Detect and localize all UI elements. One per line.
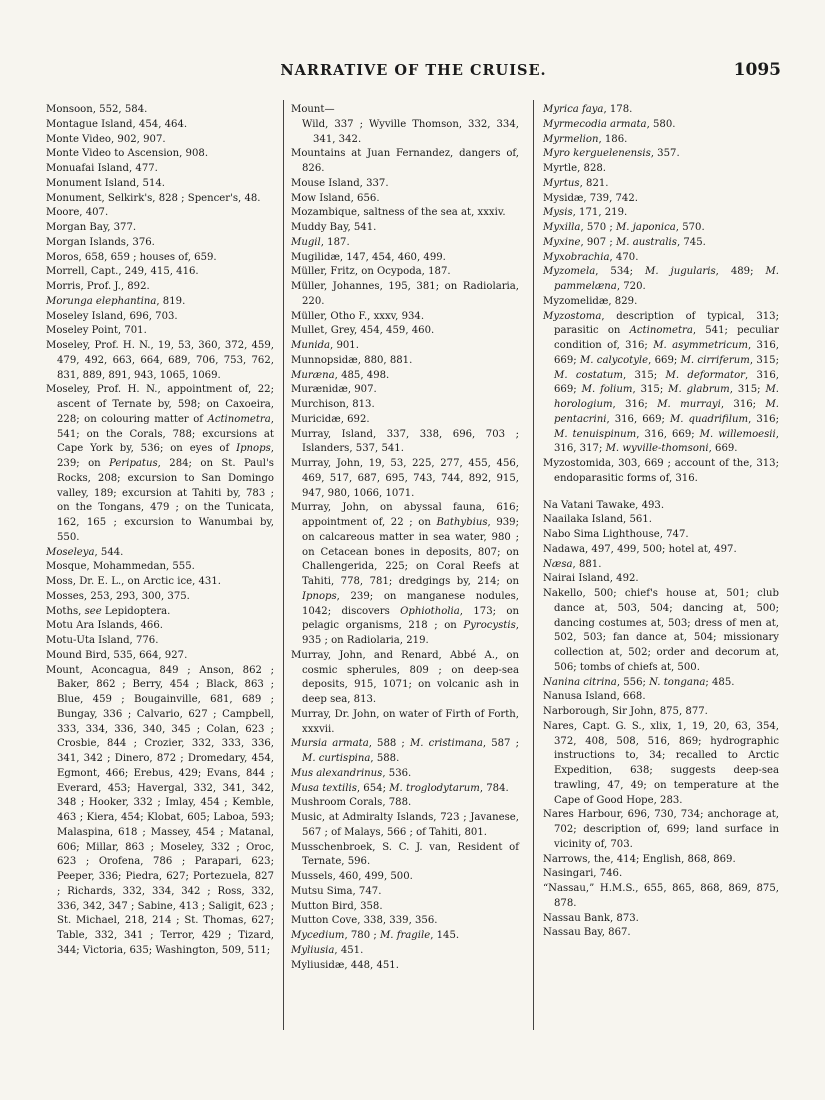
entry-text: Musschenbroek, S. C. J. van, Resident of Ternate, 596. <box>291 841 519 868</box>
entry-text: M. deformator <box>665 369 745 381</box>
entry-text: Moore, 407. <box>46 207 109 219</box>
entry-text: Myxine <box>543 236 581 248</box>
index-entry <box>46 575 274 590</box>
index-entry <box>543 558 779 573</box>
entry-text: M. tenuispinum <box>554 428 637 440</box>
entry-text: Müller, Otho F., xxxv, 934. <box>291 310 425 322</box>
entry-text: Nanusa Island, 668. <box>543 691 646 703</box>
entry-text: , 316, 669; <box>554 369 779 396</box>
entry-text: Montague Island, 454, 464. <box>46 118 188 130</box>
entry-text: , 451. <box>334 944 364 956</box>
entry-text: Müller, Fritz, on Ocypoda, 187. <box>291 266 451 278</box>
entry-text: , 541; on the Corals, 788; excursions at Cape York by, 536; on eyes of <box>57 413 274 455</box>
index-entry <box>291 900 519 915</box>
index-entry <box>291 929 519 944</box>
entry-text: , 556; <box>616 676 650 688</box>
index-entry <box>46 619 274 634</box>
entry-text: Mutton Bird, 358. <box>291 900 383 912</box>
index-entry <box>291 310 519 325</box>
entry-text: Murray, Island, 337, 338, 696, 703 ; Islanders, 537, 541. <box>291 428 519 455</box>
entry-text: Monte Video, 902, 907. <box>46 133 166 145</box>
index-entry <box>291 708 519 738</box>
index-entry <box>543 295 779 310</box>
entry-text: , 669. <box>708 443 738 455</box>
entry-text: Mow Island, 656. <box>291 192 380 204</box>
index-entry <box>543 853 779 868</box>
index-entry <box>543 103 779 118</box>
entry-text: Muræna <box>291 369 335 381</box>
index-entry <box>46 560 274 575</box>
entry-text: , 186. <box>598 133 628 145</box>
index-entry <box>543 118 779 133</box>
entry-text: Myxilla <box>543 222 581 233</box>
entry-text: M. troglodytarum <box>389 782 480 794</box>
index-entry <box>46 634 274 649</box>
entry-text: Monte Video to Ascension, 908. <box>46 148 209 160</box>
entry-text: Moths, <box>46 605 85 617</box>
entry-text: Narrows, the, 414; English, 868, 869. <box>543 853 736 865</box>
entry-text: , 178. <box>603 104 633 115</box>
index-column-3 <box>543 103 779 941</box>
index-entry <box>543 162 779 177</box>
index-entry <box>543 499 779 514</box>
index-entry <box>291 354 519 369</box>
index-entry <box>46 221 274 236</box>
entry-text: , 580. <box>646 118 676 130</box>
entry-text: Moss, Dr. E. L., on Arctic ice, 431. <box>46 576 221 587</box>
index-entry <box>543 251 779 266</box>
index-entry <box>291 428 519 458</box>
index-entry <box>291 398 519 413</box>
column-divider <box>533 100 534 1030</box>
entry-text: Monuafai Island, 477. <box>46 163 158 174</box>
index-entry <box>46 147 274 162</box>
entry-text: Nares Harbour, 696, 730, 734; anchorage at, 702; description of, 699; land surface in vicinity of, 703. <box>543 809 779 850</box>
entry-text: M. calycotyle <box>579 354 649 366</box>
entry-text: , 316, 669; <box>554 340 779 366</box>
entry-text: Na Vatani Tawake, 493. <box>543 499 665 511</box>
entry-text: Actinometra <box>207 413 271 425</box>
index-entry <box>46 649 274 664</box>
entry-text: M. pentacrini <box>554 399 780 425</box>
entry-text: Mount, Aconcagua, 849 ; Anson, 862 ; Baker, 862 ; Berry, 454 ; Black, 863 ; Blue, 459 ; Bougainville, 681, 689 ; Bungay, 336 ; Calvario, 627 ; Campbell, 333, 334, 336, 340, 345 ; Colan, 623 ; Crosbie, 844 ; Crozier, 332, 333, 336, 341, 342 ; Dinero, 872 ; Dromedary, 454, Egmont, 466; Erebus, 429; Evans, 844 ; Everard, 453; Havergal, 332, 341, 342, 348 ; Hooker, 332 ; Imlay, 454 ; Kemble, 463 ; Kiera, 454; Klobat, 605; Laboa, 593; Malaspina, 618 ; Massey, 454 ; Matanal, 606; Millar, 863 ; Moseley, 332 ; Oroc, 623 ; Orofena, 786 ; Parapari, 623; Peeper, 336; Piedra, 627; Portezuela, 827 ; Richards, 332, 334, 342 ; Ross, 332, 336, 342, 347 ; Sabine, 413 ; Saligit, 623 ; St. Michael, 218, 214 ; St. Thomas, 627; Table, 332, 341 ; Terror, 429 ; Tizard, 344; Victoria, 635; Washington, 509, 511; <box>46 664 274 956</box>
entry-text: M. horologium <box>554 384 779 410</box>
entry-text: Muddy Bay, 541. <box>291 222 377 233</box>
index-entry <box>543 177 779 192</box>
index-entry <box>46 133 274 148</box>
page-number: 1095 <box>733 60 781 80</box>
index-entry <box>543 690 779 705</box>
index-entry <box>291 265 519 280</box>
entry-text: Myro kerguelenensis <box>543 148 651 160</box>
entry-text: , 315; <box>749 354 779 366</box>
entry-text: Nairai Island, 492. <box>543 573 639 585</box>
entry-text: M. costatum <box>554 369 623 381</box>
entry-text: , description of typical, 313; parasitic on <box>554 310 779 337</box>
entry-text: , 588. <box>370 753 400 764</box>
entry-text: Mushroom Corals, 788. <box>291 797 412 809</box>
index-entry <box>291 177 519 192</box>
entry-text: Myzomelidæ, 829. <box>543 295 638 307</box>
entry-text: Mosque, Mohammedan, 555. <box>46 561 195 573</box>
entry-text: Myzostomida, 303, 669 ; account of the, 313; endoparasitic forms of, 316. <box>543 458 779 484</box>
entry-text: Myxobrachia <box>543 251 610 263</box>
entry-text: Mysis <box>543 207 573 219</box>
entry-text: Myrtus <box>543 177 580 189</box>
index-entry <box>291 811 519 841</box>
index-entry <box>291 103 519 118</box>
index-entry <box>46 339 274 383</box>
entry-text: , 544. <box>94 546 124 558</box>
index-entry <box>543 192 779 207</box>
entry-text: , 720. <box>616 281 646 292</box>
entry-text: Moseley, Prof. H. N., appointment of, 22; ascent of Ternate by, 598; on Caxoeira, 228; on colouring matter of <box>46 384 274 425</box>
entry-text: Myrmecodia armata <box>543 118 647 130</box>
entry-text: Musa textilis <box>291 782 357 794</box>
entry-text: Myliusia <box>291 944 335 956</box>
entry-text: , 315; <box>632 384 669 396</box>
entry-text: , 316; <box>748 413 779 425</box>
entry-text: Morgan Islands, 376. <box>46 236 155 248</box>
page-title: NARRATIVE OF THE CRUISE. <box>280 62 547 79</box>
entry-text: Moros, 658, 659 ; houses of, 659. <box>46 251 217 263</box>
entry-text: Naailaka Island, 561. <box>543 514 652 526</box>
entry-text: Myliusidæ, 448, 451. <box>291 959 399 971</box>
entry-text: M. pammelæna <box>554 266 779 292</box>
entry-text: , 541; peculiar condition of, 316; <box>554 325 779 351</box>
entry-text: Mullet, Grey, 454, 459, 460. <box>291 325 435 337</box>
entry-text: , 171, 219. <box>572 207 628 219</box>
index-entry <box>543 133 779 148</box>
entry-text: , 316, 669; <box>606 413 670 425</box>
entry-text: Mutsu Sima, 747. <box>291 885 382 897</box>
entry-text: Monument Island, 514. <box>46 177 165 189</box>
entry-text: Murray, John, on abyssal fauna, 616; appointment of, 22 ; on <box>291 502 519 528</box>
entry-text: Murray, John, and Renard, Abbé A., on cosmic spherules, 809 ; on deep-sea deposits, 915, 1071; on volcanic ash in deep sea, 813. <box>291 649 519 705</box>
index-entry <box>46 103 274 118</box>
index-entry <box>291 796 519 811</box>
entry-text: M. japonica <box>615 222 676 233</box>
index-entry <box>543 221 779 236</box>
index-entry <box>543 206 779 221</box>
entry-text: Mozambique, saltness of the sea at, xxxiv. <box>291 207 506 219</box>
index-entry <box>291 959 519 974</box>
entry-text: , 784. <box>479 782 509 794</box>
index-entry <box>543 236 779 251</box>
entry-text: Mysidæ, 739, 742. <box>543 192 638 204</box>
entry-text: Muricidæ, 692. <box>291 413 370 425</box>
entry-text: Motu Ara Islands, 466. <box>46 620 163 632</box>
entry-text: Lepidoptera. <box>101 605 171 617</box>
entry-text: , 570. <box>675 222 705 233</box>
index-entry <box>46 118 274 133</box>
entry-text: , 881. <box>572 558 602 570</box>
index-entry <box>543 147 779 162</box>
entry-text: Morrell, Capt., 249, 415, 416. <box>46 266 199 278</box>
entry-text: , 588 ; <box>368 738 410 750</box>
entry-text: , 187. <box>320 236 350 248</box>
entry-text: Munnopsidæ, 880, 881. <box>291 354 413 366</box>
entry-text: Murchison, 813. <box>291 399 375 410</box>
entry-text: , 536. <box>382 767 412 779</box>
index-entry <box>543 720 779 809</box>
column-divider <box>283 100 284 1030</box>
entry-text: , 745. <box>676 236 706 248</box>
entry-text: , 669; <box>648 354 681 366</box>
entry-text: Myrica faya <box>543 104 604 115</box>
index-entry <box>543 912 779 927</box>
index-entry <box>291 885 519 900</box>
index-entry <box>543 926 779 941</box>
index-entry <box>46 590 274 605</box>
index-entry <box>291 457 519 501</box>
index-entry <box>543 528 779 543</box>
index-entry <box>46 206 274 221</box>
entry-text: , 316, 317; <box>554 428 779 455</box>
entry-text: , 534; <box>595 266 646 278</box>
entry-text: Nasingari, 746. <box>543 868 623 880</box>
index-entry <box>291 251 519 266</box>
entry-text: , 654; <box>356 782 390 794</box>
index-entry <box>543 513 779 528</box>
entry-text: Mouse Island, 337. <box>291 177 389 189</box>
index-entry <box>291 118 519 148</box>
entry-text: ; 485. <box>705 676 735 688</box>
running-header <box>46 60 781 86</box>
entry-text: , 485, 498. <box>334 369 390 381</box>
index-entry <box>46 265 274 280</box>
entry-text: Mosses, 253, 293, 300, 375. <box>46 590 190 602</box>
entry-text: Morris, Prof. J., 892. <box>46 281 150 292</box>
entry-text: M. cirriferum <box>680 354 750 366</box>
index-entry <box>46 310 274 325</box>
entry-text: Morgan Bay, 377. <box>46 222 137 233</box>
entry-text: Myzostoma <box>543 310 602 322</box>
entry-text: Mus alexandrinus <box>291 767 383 779</box>
entry-text: , 316; <box>612 399 658 410</box>
index-entry <box>291 236 519 251</box>
index-entry <box>543 265 779 295</box>
index-entry <box>46 546 274 561</box>
index-entry <box>543 808 779 852</box>
entry-text: , 316; <box>720 399 766 410</box>
index-entry <box>46 251 274 266</box>
entry-text: Narborough, Sir John, 875, 877. <box>543 706 708 717</box>
index-entry <box>291 767 519 782</box>
entry-text: M. folium <box>581 384 633 396</box>
entry-text: Mycedium <box>291 930 345 941</box>
index-entry <box>291 870 519 885</box>
entry-text: Music, at Admiralty Islands, 723 ; Javanese, 567 ; of Malays, 566 ; of Tahiti, 801. <box>291 812 519 838</box>
entry-text: M. glabrum <box>668 384 730 396</box>
entry-text: , 901. <box>330 340 359 351</box>
entry-text: Actinometra <box>629 325 693 337</box>
entry-text: , 489; <box>715 266 766 278</box>
entry-text: , 239; on manganese nodules, 1042; discovers <box>302 590 519 617</box>
index-entry <box>291 339 519 354</box>
entry-text: Müller, Johannes, 195, 381; on Radiolaria, 220. <box>291 281 519 307</box>
entry-text: M. asymmetricum <box>653 340 748 351</box>
entry-text: Mursia armata <box>291 738 369 750</box>
entry-text: M. murrayi <box>657 399 721 410</box>
entry-text: , 570 ; <box>580 222 616 233</box>
index-entry <box>291 383 519 398</box>
index-entry <box>291 206 519 221</box>
index-entry <box>543 457 779 487</box>
index-entry <box>291 501 519 649</box>
entry-text: Ophiotholia <box>400 605 460 617</box>
index-entry <box>543 676 779 691</box>
entry-text: Peripatus <box>109 458 158 469</box>
entry-text: Ipnops <box>302 590 337 602</box>
entry-text: , 939; on calcareous matter in sea water, 980 ; on Cetacean bones in deposits, 807; on Challengerida, 225; on Coral Reefs at Tahiti, 778, 781; dredgings by, 214; on <box>302 517 519 587</box>
entry-text: , 821. <box>579 177 609 189</box>
entry-text: Munida <box>291 340 331 351</box>
index-entry <box>543 587 779 676</box>
entry-text: M. cristimana <box>409 738 483 750</box>
entry-text: M. jugularis <box>645 266 716 278</box>
entry-text: Murray, John, 19, 53, 225, 277, 455, 456, 469, 517, 687, 695, 743, 744, 892, 915, 947, 980, 1066, 1071. <box>291 458 519 499</box>
entry-text: , 819. <box>156 295 186 307</box>
entry-text: Moseley Island, 696, 703. <box>46 310 178 322</box>
entry-text: , 470. <box>609 251 639 263</box>
entry-text: Monument, Selkirk's, 828 ; Spencer's, 48. <box>46 192 261 204</box>
entry-text: , 315; <box>729 384 766 396</box>
entry-text: , 357. <box>650 148 680 160</box>
index-entry <box>543 705 779 720</box>
entry-text: Nanina citrina <box>543 676 617 688</box>
index-entry <box>46 324 274 339</box>
entry-text: Myzomela <box>543 266 596 278</box>
index-entry <box>543 882 779 912</box>
index-entry <box>291 147 519 177</box>
index-entry <box>291 221 519 236</box>
entry-text: M. australis <box>615 236 677 248</box>
index-entry <box>291 324 519 339</box>
index-entry <box>46 664 274 959</box>
entry-text: , 173; on pelagic organisms, 218 ; on <box>302 605 519 632</box>
entry-text: , 587 ; <box>482 738 519 750</box>
entry-text: , 316, 669; <box>636 428 700 440</box>
entry-text: Næsa <box>543 558 573 570</box>
index-entry <box>46 162 274 177</box>
index-entry <box>291 944 519 959</box>
index-entry <box>291 413 519 428</box>
index-entry <box>543 543 779 558</box>
entry-text: M. willemoesii <box>699 428 776 440</box>
entry-text: Motu-Uta Island, 776. <box>46 635 159 646</box>
entry-text: Morunga elephantina <box>46 295 157 307</box>
entry-text: see <box>84 605 102 617</box>
index-entry <box>291 841 519 871</box>
entry-text: Mussels, 460, 499, 500. <box>291 871 413 882</box>
entry-text: , 780 ; <box>344 930 380 941</box>
index-entry <box>46 295 274 310</box>
index-entry <box>291 192 519 207</box>
index-entry <box>46 192 274 207</box>
index-entry <box>291 737 519 767</box>
entry-text: Moseley, Prof. H. N., 19, 53, 360, 372, 459, 479, 492, 663, 664, 689, 706, 753, 762, 831, 889, 891, 943, 1065, 1069. <box>46 340 274 381</box>
entry-text: Pyrocystis <box>463 620 516 632</box>
index-entry <box>291 649 519 708</box>
entry-text: , 935 ; on Radiolaria, 219. <box>302 620 519 646</box>
entry-text: Nassau Bay, 867. <box>543 927 631 939</box>
entry-text: M. fragile <box>379 930 431 941</box>
entry-text: M. wyville-thomsoni <box>605 443 709 455</box>
entry-text: Nadawa, 497, 499, 500; hotel at, 497. <box>543 543 737 555</box>
index-entry <box>46 280 274 295</box>
entry-text: Mountains at Juan Fernandez, dangers of, 826. <box>291 148 519 174</box>
entry-text: Mound Bird, 535, 664, 927. <box>46 649 188 661</box>
entry-text: Monsoon, 552, 584. <box>46 104 148 115</box>
entry-text: Nakello, 500; chief's house at, 501; club dance at, 503, 504; dancing at, 500; dancing costumes at, 503; dress of men at, 502, 503; fan dance at, 504; missionary collection at, 502; order and decorum at, 506; tombs of chiefs at, 500. <box>543 588 779 673</box>
entry-text: M. curtispina <box>302 753 371 764</box>
entry-text: Nares, Capt. G. S., xlix, 1, 19, 20, 63, 354, 372, 408, 508, 516, 869; hydrographic instructions to, 34; recalled to Arctic Expedition, 638; suggests deep-sea trawling, 47, 49; on temperature at the Cape of Good Hope, 283. <box>543 720 779 806</box>
entry-text: , 145. <box>430 930 460 941</box>
index-column-2 <box>291 103 519 973</box>
entry-text: , 284; on St. Paul's Rocks, 208; excursion to San Domingo valley, 189; excursion at Tahiti by, 783 ; on the Tongans, 479 ; on the Tunicata, 162, 165 ; excursion to Wanumbai by, 550. <box>57 458 274 543</box>
entry-text: “Nassau,” H.M.S., 655, 865, 868, 869, 875, 878. <box>543 883 779 909</box>
entry-text: Mount— <box>291 104 335 115</box>
index-entry <box>543 867 779 882</box>
index-entry <box>291 369 519 384</box>
entry-text: Myrmelion <box>543 133 599 145</box>
entry-text: Moseleya <box>46 546 95 558</box>
entry-text: , 239; on <box>57 443 274 469</box>
index-entry <box>543 572 779 587</box>
index-entry <box>46 177 274 192</box>
index-entry <box>543 310 779 458</box>
entry-text: Murray, Dr. John, on water of Firth of Forth, xxxvii. <box>291 708 519 735</box>
index-entry <box>46 605 274 620</box>
index-entry <box>291 280 519 310</box>
entry-text: Ipnops <box>236 443 271 455</box>
entry-text: M. quadrifilum <box>669 413 749 425</box>
index-entry <box>46 383 274 545</box>
entry-text: N. tongana <box>649 676 706 688</box>
index-column-1 <box>46 103 274 959</box>
entry-text: Wild, 337 ; Wyville Thomson, 332, 334, 341, 342. <box>302 118 519 145</box>
entry-text: Moseley Point, 701. <box>46 325 147 337</box>
entry-text: Mugil <box>291 236 321 248</box>
entry-text: , 315; <box>622 369 666 381</box>
index-entry <box>291 782 519 797</box>
entry-text: , 907 ; <box>580 236 616 248</box>
index-entry <box>291 914 519 929</box>
entry-text: Nabo Sima Lighthouse, 747. <box>543 529 689 540</box>
entry-text: Mutton Cove, 338, 339, 356. <box>291 915 438 927</box>
entry-text: Bathybius <box>436 517 488 528</box>
entry-text: Murænidæ, 907. <box>291 384 377 396</box>
entry-text: Nassau Bank, 873. <box>543 912 639 924</box>
entry-text: Myrtle, 828. <box>543 163 607 174</box>
entry-text: Mugilidæ, 147, 454, 460, 499. <box>291 251 446 263</box>
index-entry <box>46 236 274 251</box>
